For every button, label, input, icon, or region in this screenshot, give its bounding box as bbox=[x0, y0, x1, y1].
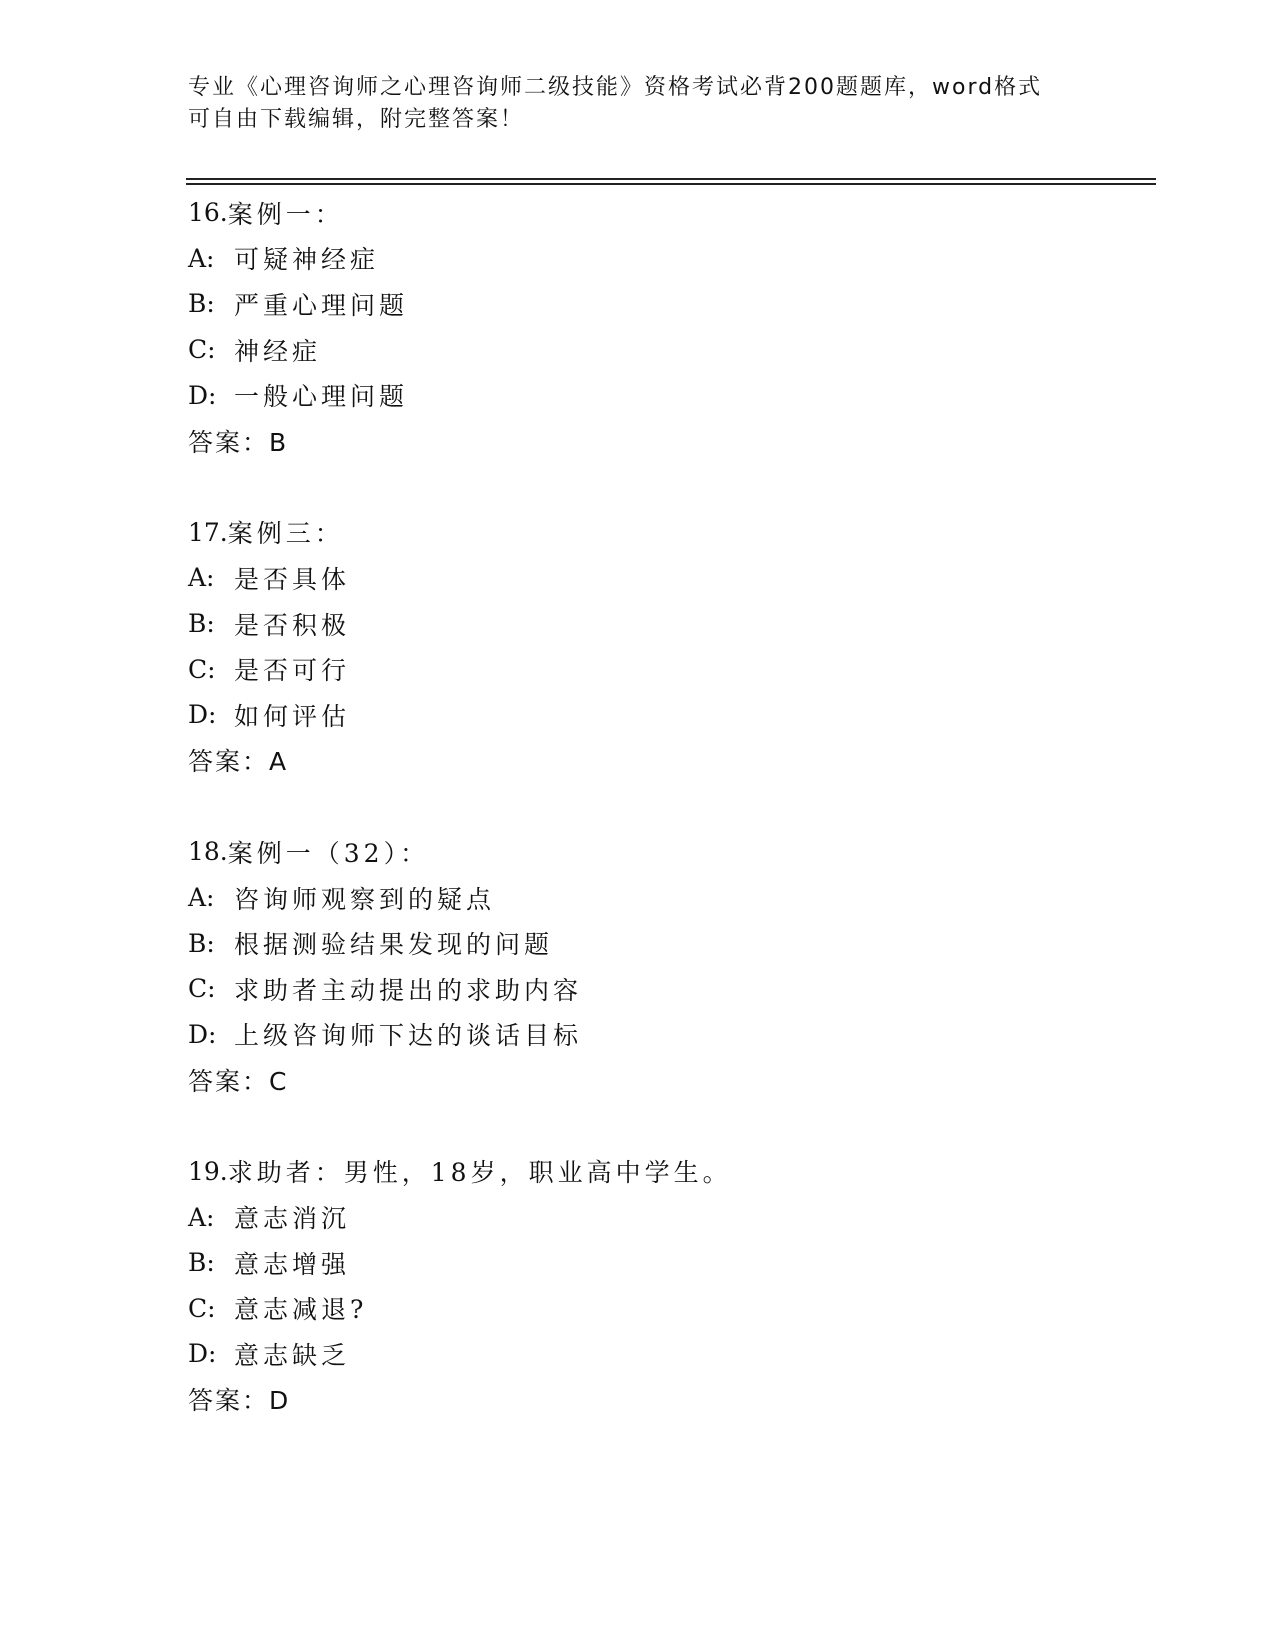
question-17 bbox=[188, 510, 1148, 784]
question-stem bbox=[188, 190, 1148, 236]
option-letter: C: bbox=[188, 1293, 216, 1323]
option-text: 意志缺乏 bbox=[234, 1340, 351, 1370]
question-list bbox=[188, 190, 1148, 1468]
question-18 bbox=[188, 829, 1148, 1103]
question-number: 16. bbox=[188, 198, 228, 228]
option-c bbox=[188, 966, 1148, 1012]
option-letter: C: bbox=[188, 335, 216, 365]
option-c bbox=[188, 1285, 1148, 1331]
option-text: 如何评估 bbox=[234, 701, 351, 731]
option-b bbox=[188, 281, 1148, 327]
answer-line: 答案：B bbox=[188, 427, 289, 457]
document-header bbox=[188, 72, 1088, 136]
answer-line: 答案：C bbox=[188, 1066, 289, 1096]
option-d bbox=[188, 1012, 1148, 1058]
option-letter: A: bbox=[188, 243, 215, 273]
question-stem bbox=[188, 829, 1148, 875]
question-number: 19. bbox=[188, 1156, 228, 1186]
question-stem bbox=[188, 510, 1148, 556]
question-text: 案例三： bbox=[227, 519, 344, 549]
question-number: 17. bbox=[188, 517, 228, 547]
question-text: 案例一（32）： bbox=[227, 838, 430, 868]
question-19 bbox=[188, 1149, 1148, 1423]
option-letter: D: bbox=[188, 1019, 217, 1049]
question-number: 18. bbox=[188, 837, 228, 867]
option-letter: C: bbox=[188, 974, 216, 1004]
option-letter: B: bbox=[188, 1248, 215, 1278]
option-c bbox=[188, 327, 1148, 373]
option-letter: B: bbox=[188, 928, 215, 958]
option-letter: B: bbox=[188, 289, 215, 319]
header-line-1: 专业《心理咨询师之心理咨询师二级技能》资格考试必背200题题库，word格式 bbox=[188, 75, 1043, 100]
option-letter: A: bbox=[188, 883, 215, 913]
option-letter: A: bbox=[188, 1202, 215, 1232]
question-stem bbox=[188, 1149, 1148, 1195]
option-text: 一般心理问题 bbox=[234, 382, 409, 412]
answer-line: 答案：A bbox=[188, 747, 289, 777]
header-divider-top bbox=[186, 178, 1156, 180]
option-text: 是否可行 bbox=[234, 656, 351, 686]
option-letter: B: bbox=[188, 609, 215, 639]
option-text: 意志消沉 bbox=[234, 1204, 351, 1234]
option-a bbox=[188, 875, 1148, 921]
option-text: 根据测验结果发现的问题 bbox=[234, 930, 554, 960]
option-b bbox=[188, 601, 1148, 647]
option-letter: C: bbox=[188, 654, 216, 684]
header-divider-bottom bbox=[186, 183, 1156, 185]
option-text: 神经症 bbox=[234, 336, 322, 366]
option-text: 意志增强 bbox=[234, 1249, 351, 1279]
option-d bbox=[188, 1331, 1148, 1377]
option-c bbox=[188, 646, 1148, 692]
option-a bbox=[188, 236, 1148, 282]
option-text: 严重心理问题 bbox=[234, 290, 409, 320]
question-16 bbox=[188, 190, 1148, 464]
option-a bbox=[188, 555, 1148, 601]
option-text: 求助者主动提出的求助内容 bbox=[234, 975, 583, 1005]
question-text: 求助者：男性，18岁，职业高中学生。 bbox=[227, 1158, 732, 1188]
option-b bbox=[188, 1240, 1148, 1286]
option-a bbox=[188, 1194, 1148, 1240]
option-letter: D: bbox=[188, 1339, 217, 1369]
option-text: 可疑神经症 bbox=[234, 245, 380, 275]
option-d bbox=[188, 692, 1148, 738]
option-text: 咨询师观察到的疑点 bbox=[234, 884, 496, 914]
header-line-2: 可自由下载编辑，附完整答案！ bbox=[188, 107, 525, 132]
question-text: 案例一： bbox=[227, 199, 344, 229]
option-d bbox=[188, 372, 1148, 418]
answer-line: 答案：D bbox=[188, 1386, 291, 1416]
option-letter: A: bbox=[188, 563, 215, 593]
option-letter: D: bbox=[188, 700, 217, 730]
option-text: 是否积极 bbox=[234, 610, 351, 640]
option-letter: D: bbox=[188, 380, 217, 410]
option-text: 是否具体 bbox=[234, 564, 351, 594]
option-text: 意志减退? bbox=[234, 1295, 368, 1325]
option-text: 上级咨询师下达的谈话目标 bbox=[234, 1021, 583, 1051]
option-b bbox=[188, 920, 1148, 966]
